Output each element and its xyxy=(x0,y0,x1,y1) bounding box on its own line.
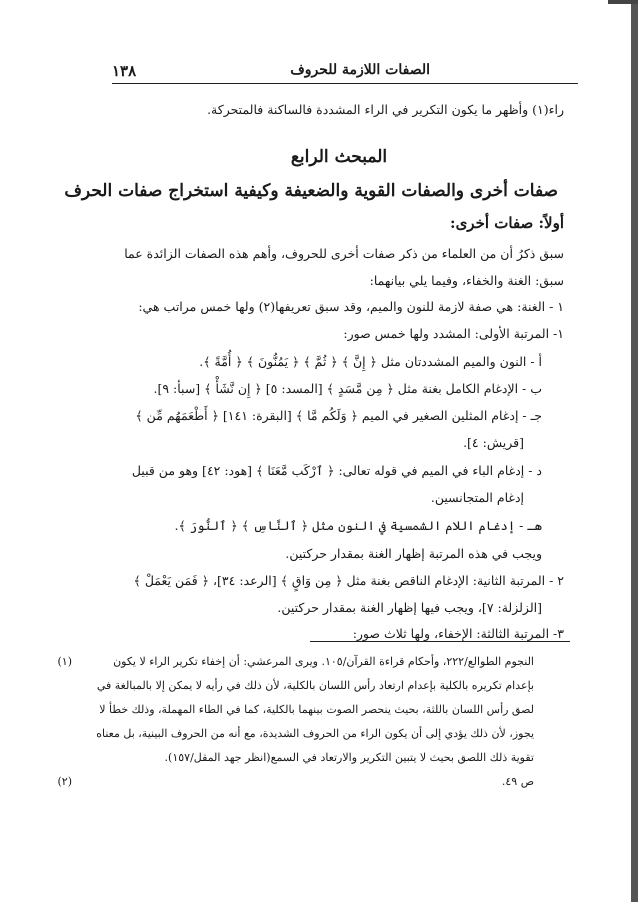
footnote-line: ص ٤٩. xyxy=(501,775,534,788)
list-item-a: أ - النون والميم المشددتان مثل ﴿ إِنَّ ﴾ ﴿ ثُمَّ ﴾ ﴿ يَمُنُّونَ ﴾ ﴿ أُمَّةً ﴾. xyxy=(199,354,542,369)
body-line-continuation: راء(١) وأظهر ما يكون التكرير في الراء المشددة فالساكنة فالمتحركة. xyxy=(207,102,564,117)
list-item-h: هـ - إدغام اللام الشمسية في النون مثل ﴿ ٱلنَّاسِ ﴾ ﴿ ٱلنُّورَ ﴾. xyxy=(174,518,542,533)
page-edge-shadow xyxy=(631,0,638,902)
header-title: الصفات اللازمة للحروف xyxy=(290,62,430,78)
header-rule xyxy=(112,83,578,84)
rank-two-cont: [الزلزلة: ٧]، ويجب فيها إظهار الغنة بمقدار حركتين. xyxy=(277,600,542,615)
footnote-line: النجوم الطوالع/٢٢٢، وأحكام قراءة القرآن/١٠٥. ويرى المرعشي: أن إخفاء تكرير الراء لا يكون xyxy=(113,655,534,668)
paragraph-line: سبق ذكرُ أن من العلماء من ذكر صفات أخرى للحروف، وأهم هذه الصفات الزائدة عما xyxy=(124,246,564,261)
footnote-number: (١) xyxy=(57,655,72,668)
list-item-c-cont: [قريش: ٤]. xyxy=(463,435,524,450)
running-header xyxy=(112,58,578,84)
footnote-line: تقوية ذلك اللصق بحيث لا يتبين التكرير والارتعاد في السمع(انظر جهد المقل/١٥٧). xyxy=(164,751,534,764)
footnote-line: يجوز، لأن ذلك يؤدي إلى أن يكون الراء من الحروف الشديدة، مع أنه من الحروف البينية، بل معناه xyxy=(96,727,534,740)
list-item-c: جـ - إدغام المثلين الصغير في الميم ﴿ وَلَكُم مَّا ﴾ [البقرة: ١٤١] ﴿ أَطْعَمَهُم مِّن ﴾ xyxy=(135,408,542,423)
page-number: ١٣٨ xyxy=(112,62,137,80)
list-item-d-cont: إدغام المتجانسين. xyxy=(430,490,524,505)
page-edge-top xyxy=(608,0,638,4)
paragraph-line: سبق: الغنة والخفاء، وفيما يلي بيانهما: xyxy=(369,273,564,288)
footnote-line: لصق رأس اللسان باللثة، بحيث ينحصر الصوت بينهما بالكلية، كما في الطاء المهملة، وذلك خطأ لا xyxy=(99,703,534,716)
list-item-d: د - إدغام الباء في الميم في قوله تعالى: ﴿ ٱرْكَب مَّعَنَا ﴾ [هود: ٤٢] وهو من قبيل xyxy=(131,463,542,478)
list-item-b: ب - الإدغام الكامل بغنة مثل ﴿ مِن مَّسَدٍ ﴾ [المسد: ٥] ﴿ إِن نَّشَأْ ﴾ [سبأ: ٩]. xyxy=(153,381,542,396)
sub-heading: أولاً: صفات أخرى: xyxy=(450,214,564,232)
rank-three-heading: ٣- المرتبة الثالثة: الإخفاء، ولها ثلاث صور: xyxy=(352,626,564,641)
footnote-line: بإعدام تكريره بالكلية بإعدام ارتعاد رأس اللسان بالكلية، لأن ذلك في رأيه لا يمكن إلا بالمبالغة في xyxy=(96,679,534,692)
rank-one-heading: ١- المرتبة الأولى: المشدد ولها خمس صور: xyxy=(343,326,564,341)
section-heading: المبحث الرابع xyxy=(290,147,388,167)
footnote-separator xyxy=(310,641,570,642)
footnote-number: (٢) xyxy=(57,775,72,788)
chapter-title: صفات أخرى والصفات القوية والضعيفة وكيفية استخراج صفات الحرف xyxy=(64,181,558,201)
rank-two: ٢ - المرتبة الثانية: الإدغام الناقص بغنة مثل ﴿ مِن وَاقٍ ﴾ [الرعد: ٣٤]، ﴿ فَمَن يَعْمَلْ ﴾ xyxy=(133,573,564,588)
ghunna-definition: ١ - الغنة: هي صفة لازمة للنون والميم، وقد سبق تعريفها(٢) ولها خمس مراتب هي: xyxy=(138,299,564,314)
rank-one-rule: ويجب في هذه المرتبة إظهار الغنة بمقدار حركتين. xyxy=(285,546,542,561)
